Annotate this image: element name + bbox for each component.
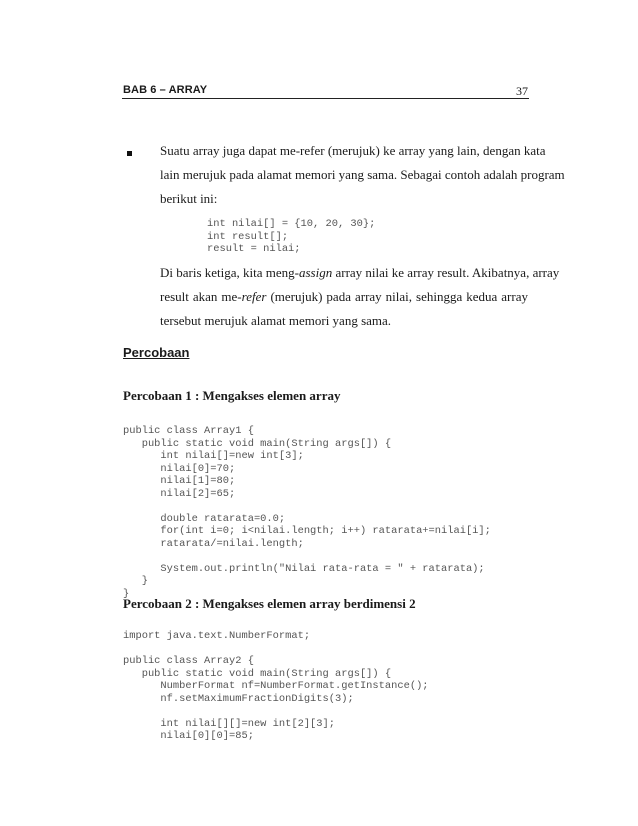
- bullet-line: lain merujuk pada alamat memori yang sama. Sebagai contoh adalah program: [160, 167, 565, 182]
- experiment-1-title: Percobaan 1 : Mengakses elemen array: [123, 388, 341, 403]
- bullet-line: Suatu array juga dapat me-refer (merujuk) ke array yang lain, dengan kata: [160, 143, 546, 158]
- explanation-paragraph: [160, 261, 560, 333]
- square-bullet-icon: [127, 151, 132, 156]
- explanation-line: Di baris ketiga, kita meng-assign array nilai ke array result. Akibatnya, array: [160, 265, 560, 280]
- header-divider: [122, 98, 529, 99]
- code-snippet-reference: int nilai[] = {10, 20, 30}; int result[]; result = nilai;: [207, 218, 376, 255]
- explanation-line: tersebut merujuk alamat memori yang sama.: [160, 313, 392, 328]
- bullet-paragraph: [160, 139, 565, 211]
- experiment-2-title: Percobaan 2 : Mengakses elemen array berdimensi 2: [123, 596, 416, 611]
- section-title: Percobaan: [123, 345, 190, 360]
- chapter-header: BAB 6 – ARRAY: [123, 84, 208, 96]
- explanation-line: result akan me-refer (merujuk) pada array nilai, sehingga kedua array: [160, 289, 528, 304]
- page-number: 37: [516, 84, 528, 98]
- experiment-1-code: public class Array1 { public static void main(String args[]) { int nilai[]=new int[3]; nilai[0]=70; nilai[1]=80; nilai[2]=65; double ratarata=0.0; for(int i=0; i<nilai.length; i++) ratarata+=nilai[i]; ratarata/=nilai.length; System.out.println("Nilai rata-rata = " + ratarata); } }: [123, 425, 491, 600]
- bullet-line: berikut ini:: [160, 191, 218, 206]
- experiment-2-code: import java.text.NumberFormat; public class Array2 { public static void main(String args[]) { NumberFormat nf=NumberFormat.getInstance(); nf.setMaximumFractionDigits(3); int nilai[][]=new int[2][3]; nilai[0][0]=85;: [123, 630, 429, 742]
